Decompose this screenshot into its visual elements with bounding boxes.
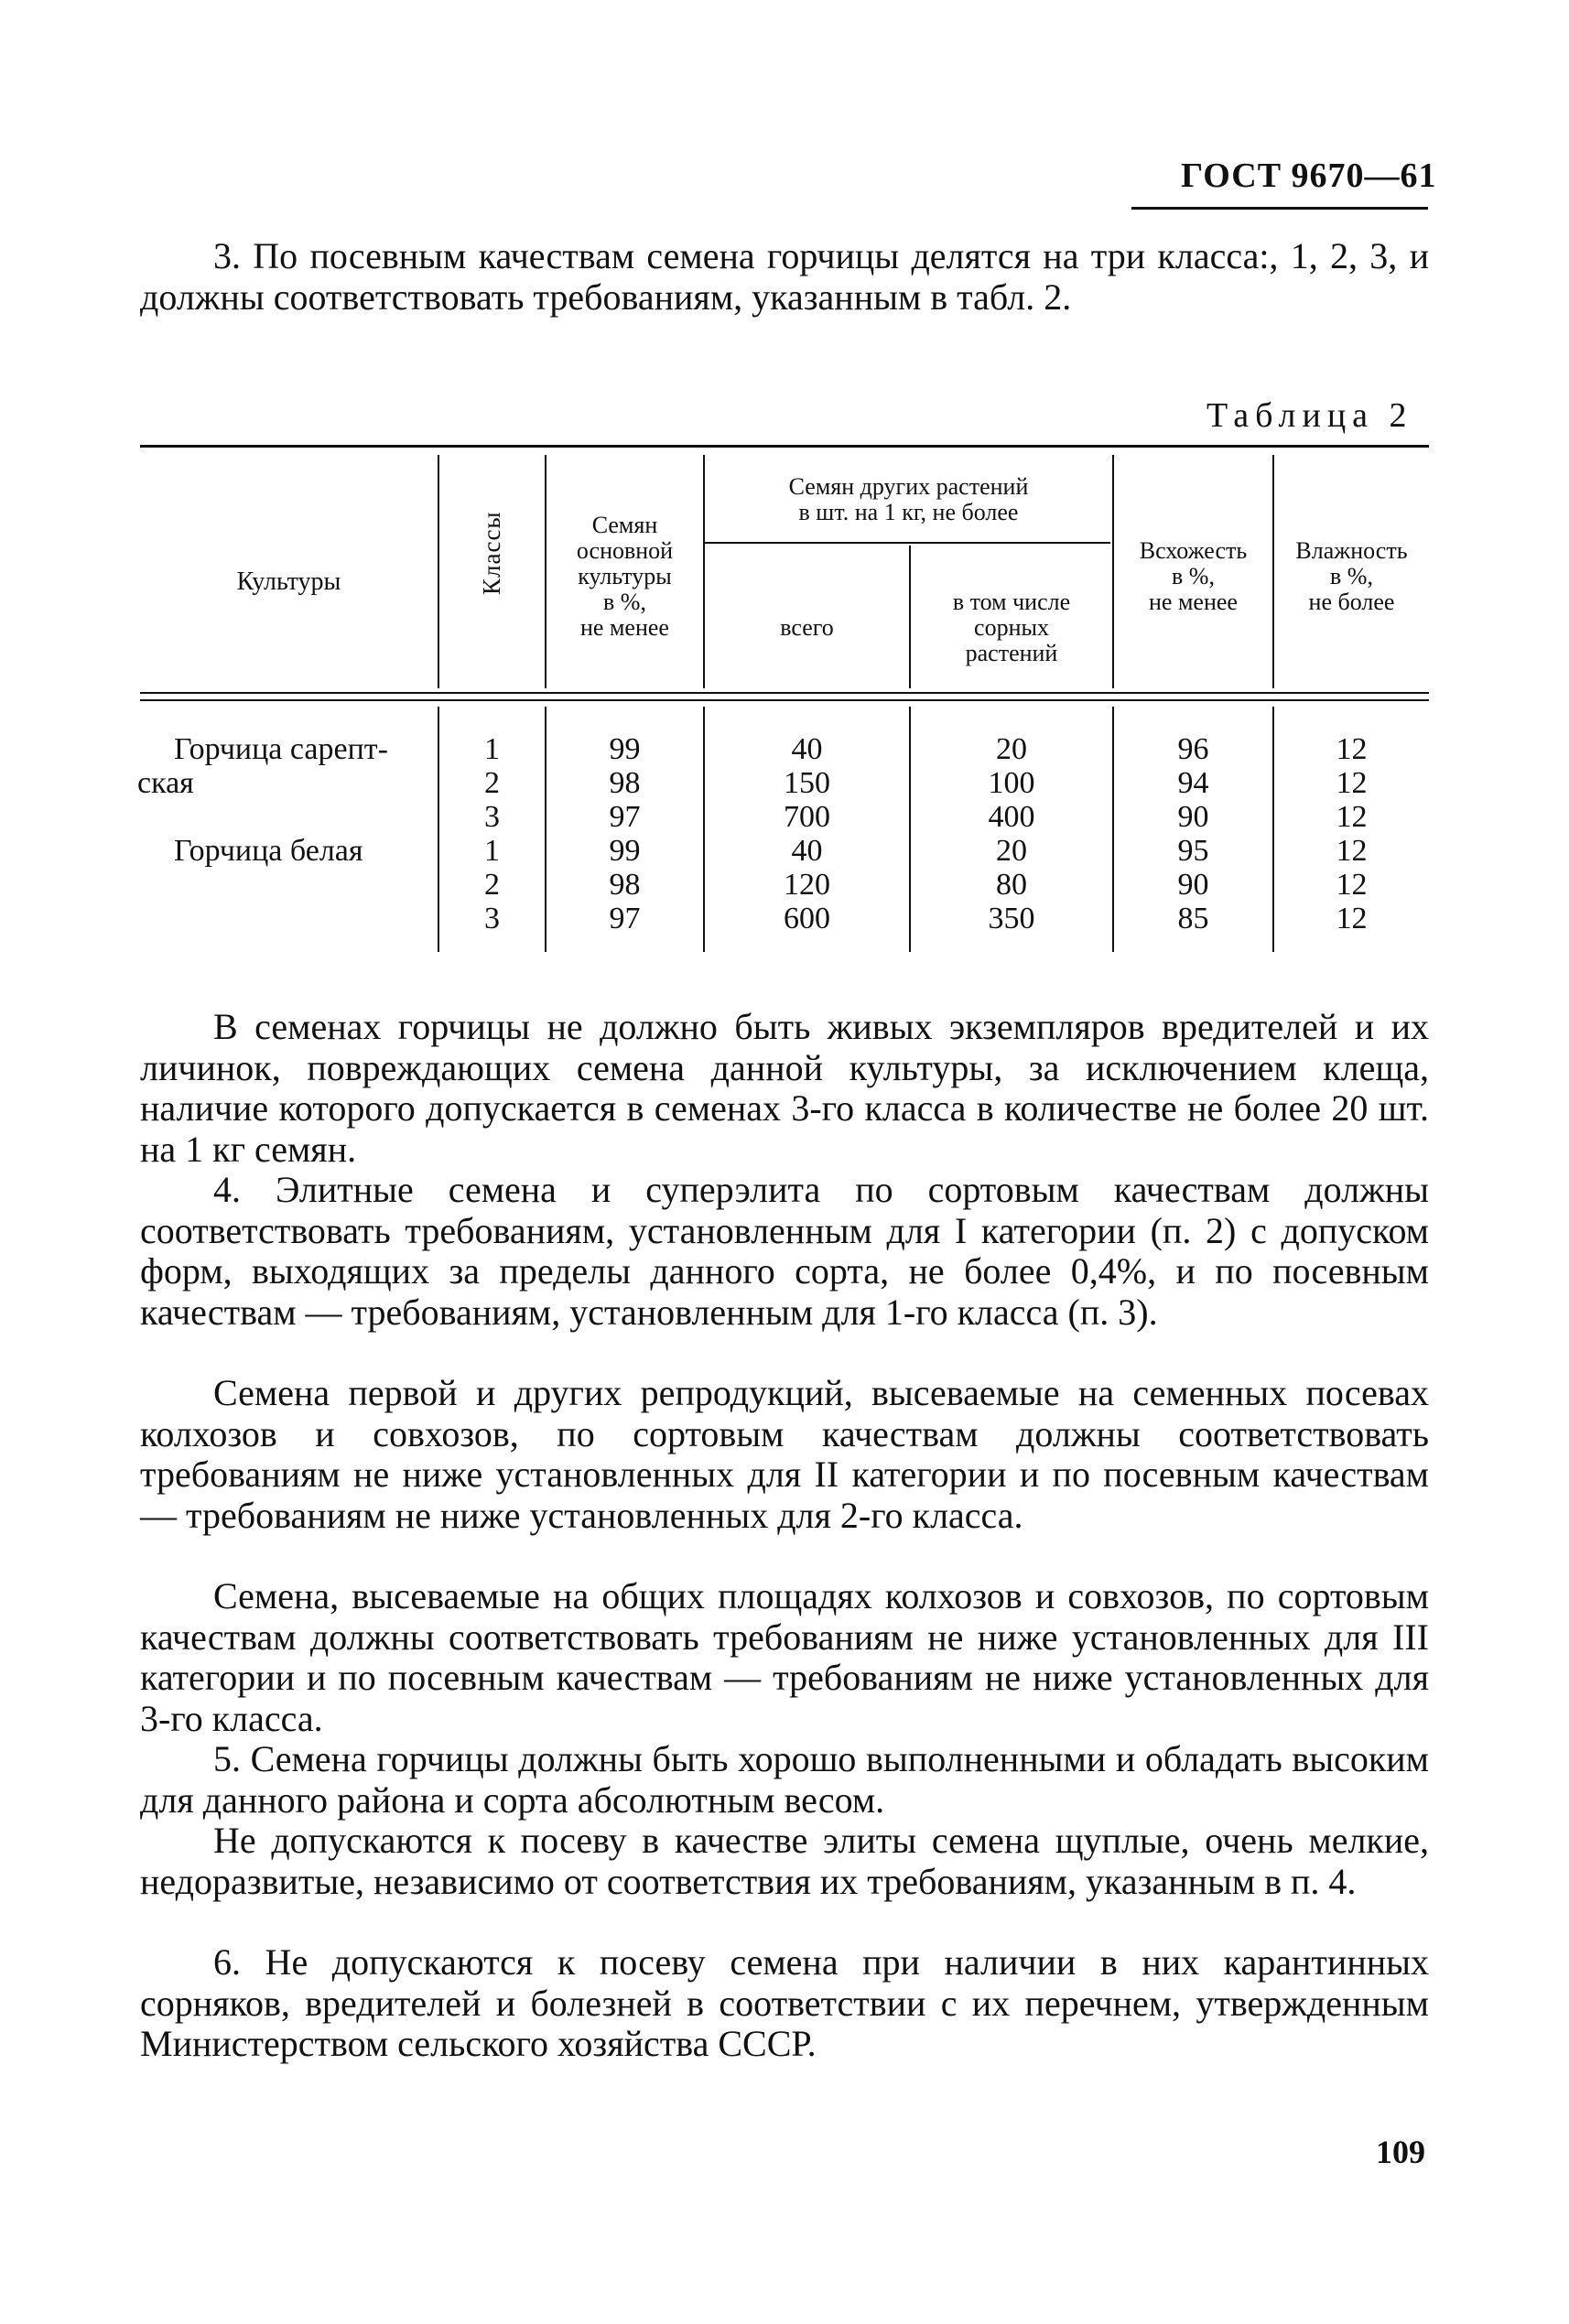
- header-weeds: в том числе сорных растений: [952, 589, 1071, 666]
- cell-other-total: 150: [784, 766, 830, 800]
- cell-class: 2: [484, 868, 500, 902]
- intro-paragraph: 3. По посевным качествам семена горчицы делятся на три класса:, 1, 2, 3, и должны соответствовать требованиям, указанным в табл. 2.: [140, 235, 1429, 318]
- cell-weeds: 400: [988, 800, 1035, 834]
- header-bottom-rule-1: [140, 692, 1429, 694]
- cell-germination: 90: [1177, 868, 1209, 902]
- culture-white: Горчица белая: [174, 834, 363, 868]
- cell-moisture: 12: [1336, 800, 1368, 834]
- cell-moisture: 12: [1336, 834, 1368, 868]
- cell-other-total: 600: [784, 902, 830, 935]
- paragraph-not-admitted: Не допускаются к посеву в качестве элиты семена щуплые, очень мелкие, недоразвитые, независимо от соответствия их требованиям, указанным в п. 4.: [140, 1820, 1429, 1902]
- cell-main-seeds: 98: [609, 868, 641, 902]
- cell-germination: 95: [1177, 834, 1209, 868]
- table-caption: Таблица 2: [1207, 396, 1413, 435]
- paragraph-pests: В семенах горчицы не должно быть живых экземпляров вредителей и их личинок, повреждающих семена данной культуры, за исключением клеща, наличие которого допускается в семенах 3-го класса в количестве не более 20 шт. на 1 кг семян.: [140, 1006, 1429, 1170]
- cell-germination: 96: [1177, 732, 1209, 766]
- cell-class: 1: [484, 834, 500, 868]
- cell-moisture: 12: [1336, 732, 1368, 766]
- cell-other-total: 120: [784, 868, 830, 902]
- header-total: всего: [780, 614, 834, 641]
- cell-main-seeds: 97: [609, 902, 641, 935]
- document-code: ГОСТ 9670—61: [1181, 157, 1437, 195]
- header-germination: Всхожесть в %, не менее: [1139, 537, 1248, 615]
- cell-main-seeds: 98: [609, 766, 641, 800]
- cell-moisture: 12: [1336, 902, 1368, 935]
- paragraph-weight: 5. Семена горчицы должны быть хорошо выполненными и обладать высоким для данного района и сорта абсолютным весом.: [140, 1738, 1429, 1821]
- subheader-rule: [705, 542, 1110, 544]
- cell-class: 3: [484, 902, 500, 935]
- cell-germination: 90: [1177, 800, 1209, 834]
- cell-other-total: 700: [784, 800, 830, 834]
- cell-moisture: 12: [1336, 766, 1368, 800]
- culture-sarepta-line2: ская: [137, 766, 194, 800]
- header-classes: Классы: [478, 511, 505, 595]
- page-number: 109: [1376, 2134, 1425, 2170]
- table-top-rule: [140, 445, 1429, 448]
- cell-other-total: 40: [791, 732, 823, 766]
- cell-class: 1: [484, 732, 500, 766]
- header-culture: Культуры: [236, 567, 341, 596]
- header-main-seeds: Семян основной культуры в %, не менее: [576, 512, 674, 641]
- cell-moisture: 12: [1336, 868, 1368, 902]
- culture-sarepta-line1: Горчица сарепт-: [174, 732, 388, 766]
- paragraph-general-areas: Семена, высеваемые на общих площадях колхозов и совхозов, по сортовым качествам должны соответствовать требованиям не ниже установленных для III категории и по посевным качествам — требованиям не ниже установленных для 3-го класса.: [140, 1575, 1429, 1739]
- cell-other-total: 40: [791, 834, 823, 868]
- cell-main-seeds: 99: [609, 732, 641, 766]
- cell-main-seeds: 99: [609, 834, 641, 868]
- header-rule: [1131, 207, 1428, 210]
- cell-germination: 94: [1177, 766, 1209, 800]
- cell-weeds: 20: [996, 834, 1027, 868]
- header-bottom-rule-2: [140, 699, 1429, 701]
- paragraph-elite-seeds: 4. Элитные семена и суперэлита по сортовым качествам должны соответствовать требованиям, установленным для I категории (п. 2) с допуском форм, выходящих за пределы данного сорта, не более 0,4%, и по посевным качествам — требованиям, установленным для 1-го класса (п. 3).: [140, 1169, 1429, 1333]
- cell-weeds: 350: [988, 902, 1035, 935]
- cell-main-seeds: 97: [609, 800, 641, 834]
- header-other-seeds: Семян других растений в шт. на 1 кг, не более: [788, 473, 1029, 525]
- cell-weeds: 80: [996, 868, 1027, 902]
- cell-germination: 85: [1177, 902, 1209, 935]
- paragraph-quarantine: 6. Не допускаются к посеву семена при наличии в них карантинных сорняков, вредителей и болезней в соответствии с их перечнем, утвержденным Министерством сельского хозяйства СССР.: [140, 1941, 1429, 2064]
- cell-weeds: 100: [988, 766, 1035, 800]
- header-moisture: Влажность в %, не более: [1295, 537, 1408, 615]
- col-divider: [438, 455, 439, 688]
- paragraph-reproductions: Семена первой и других репродукций, высеваемые на семенных посевах колхозов и совхозов, по сортовым качествам должны соответствовать требованиям не ниже установленных для II категории и по посевным качествам — требованиям не ниже установленных для 2-го класса.: [140, 1372, 1429, 1536]
- cell-weeds: 20: [996, 732, 1027, 766]
- cell-class: 3: [484, 800, 500, 834]
- cell-class: 2: [484, 766, 500, 800]
